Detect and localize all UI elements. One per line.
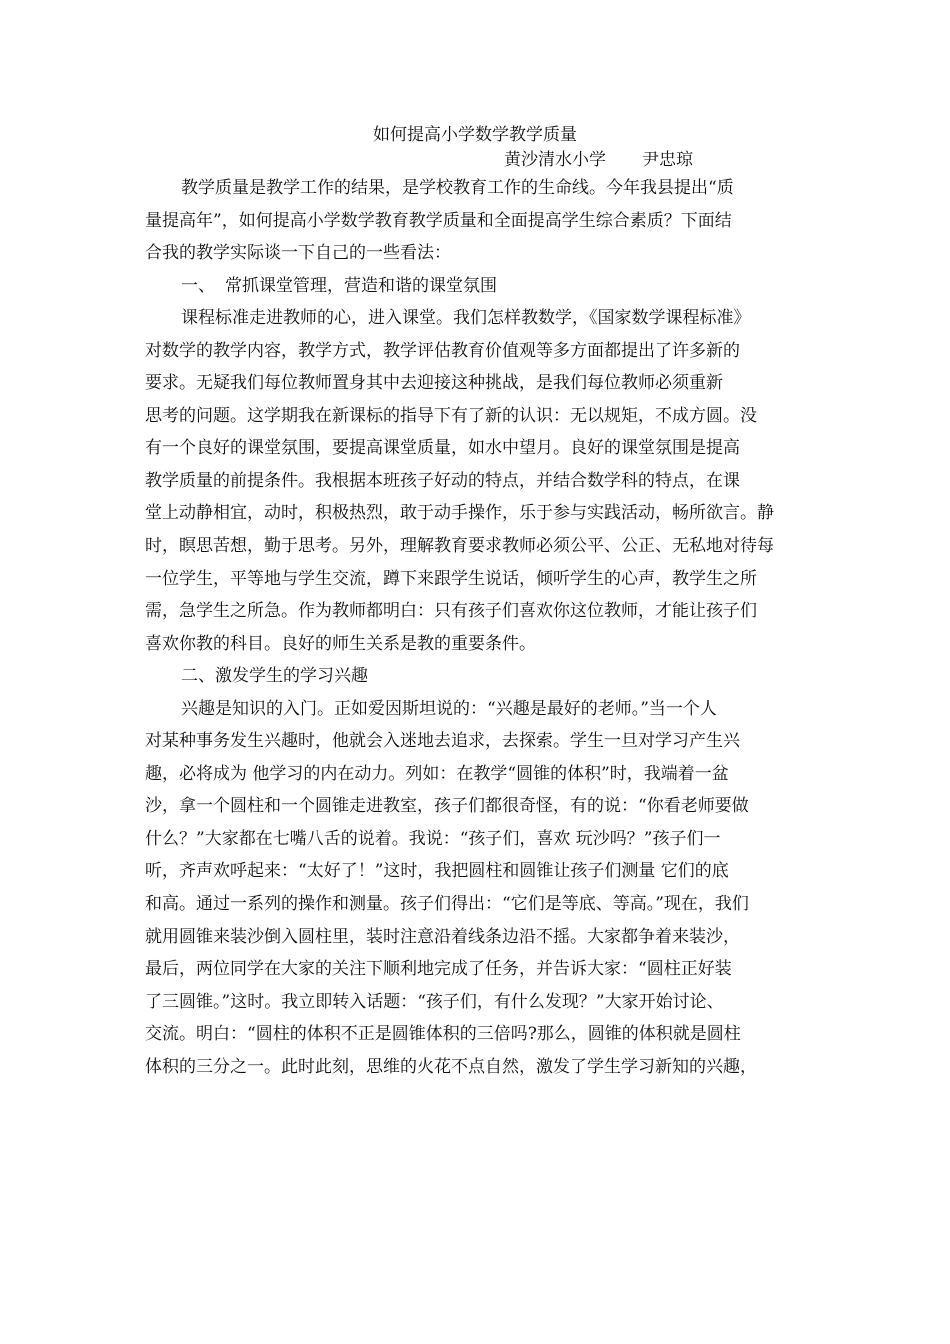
text-line: 要求。无疑我们每位教师置身其中去迎接这种挑战，是我们每位教师必须重新 [145, 373, 723, 394]
text-line: 一位学生，平等地与学生交流，蹲下来跟学生说话，倾听学生的心声，教学生之所 [145, 568, 757, 589]
text-line: 了三圆锥。”这时。我立即转入话题：“孩子们，有什么发现？”大家开始讨论、 [145, 991, 724, 1012]
text-line: 最后，两位同学在大家的关注下顺利地完成了任务，并告诉大家：“圆柱正好装 [145, 959, 732, 980]
text-line: 有一个良好的课堂氛围，要提高课堂质量，如水中望月。良好的课堂氛围是提高 [145, 438, 740, 459]
text-line: 趣，必将成为 他学习的内在动力。列如：在教学“圆锥的体积”时，我端着一盆 [145, 763, 729, 784]
text-line: 堂上动静相宜，动时，积极热烈，敢于动手操作，乐于参与实践活动，畅所欲言。静 [145, 503, 774, 524]
text-line: 教学质量是教学工作的结果，是学校教育工作的生命线。今年我县提出“质 [181, 178, 734, 198]
author-name: 尹忠琼 [642, 150, 693, 170]
section-heading-1 [145, 270, 809, 303]
text-line: 对某种事务发生兴趣时，他就会入迷地去追求，去探索。学生一旦对学习产生兴 [145, 731, 740, 752]
text-line: 对数学的教学内容，教学方式，教学评估教育价值观等多方面都提出了许多新的 [145, 340, 740, 361]
text-line: 合我的教学实际谈一下自己的一些看法： [145, 243, 451, 264]
text-line: 需，急学生之所急。作为教师都明白：只有孩子们喜欢你这位教师，才能让孩子们 [145, 601, 757, 622]
document-body [145, 172, 809, 1083]
text-line: 量提高年”，如何提高小学数学教育教学质量和全面提高学生综合素质？下面结 [145, 210, 732, 231]
document-title: 如何提高小学数学教学质量 [373, 125, 577, 145]
text-line: 喜欢你教的科目。良好的师生关系是教的重要条件。 [145, 633, 536, 654]
section-2-paragraph [145, 693, 809, 1084]
text-line: 时，瞑思苦想，勤于思考。另外，理解教育要求教师必须公平、公正、无私地对待每 [145, 536, 774, 557]
text-line: 和高。通过一系列的操作和测量。孩子们得出：“它们是等底、等高。”现在，我们 [145, 894, 749, 915]
section-heading-2: 二、激发学生的学习兴趣 [181, 666, 368, 687]
text-line: 兴趣是知识的入门。正如爱因斯坦说的：“兴趣是最好的老师。”当一个人 [181, 698, 717, 719]
intro-paragraph [145, 172, 809, 270]
text-line: 交流。明白：“圆柱的体积不正是圆锥体积的三倍吗?那么，圆锥的体积就是圆柱 [145, 1024, 741, 1045]
section-title: 常抓课堂管理，营造和谐的课堂氛围 [225, 275, 497, 296]
section-number: 一、 [181, 275, 215, 296]
text-line: 什么？”大家都在七嘴八舌的说着。我说：“孩子们，喜欢 玩沙吗？”孩子们一 [145, 828, 721, 849]
text-line: 听，齐声欢呼起来：“太好了！”这时，我把圆柱和圆锥让孩子们测量 它们的底 [145, 861, 729, 882]
byline [504, 148, 693, 172]
text-line: 思考的问题。这学期我在新课标的指导下有了新的认识：无以规矩，不成方圆。没 [145, 405, 757, 426]
text-line: 教学质量的前提条件。我根据本班孩子好动的特点，并结合数学科的特点，在课 [145, 470, 740, 491]
text-line: 课程标准走进教师的心，进入课堂。我们怎样教数学，《国家数学课程标准》 [181, 308, 751, 329]
text-line: 就用圆锥来装沙倒入圆柱里，装时注意沿着线条边沿不摇。大家都争着来装沙， [145, 926, 740, 947]
school-name: 黄沙清水小学 [504, 150, 606, 170]
text-line: 体积的三分之一。此时此刻，思维的火花不点自然，激发了学生学习新知的兴趣， [145, 1056, 757, 1077]
section-1-paragraph [145, 302, 809, 660]
text-line: 沙，拿一个圆柱和一个圆锥走进教室，孩子们都很奇怪，有的说：“你看老师要做 [145, 796, 749, 817]
